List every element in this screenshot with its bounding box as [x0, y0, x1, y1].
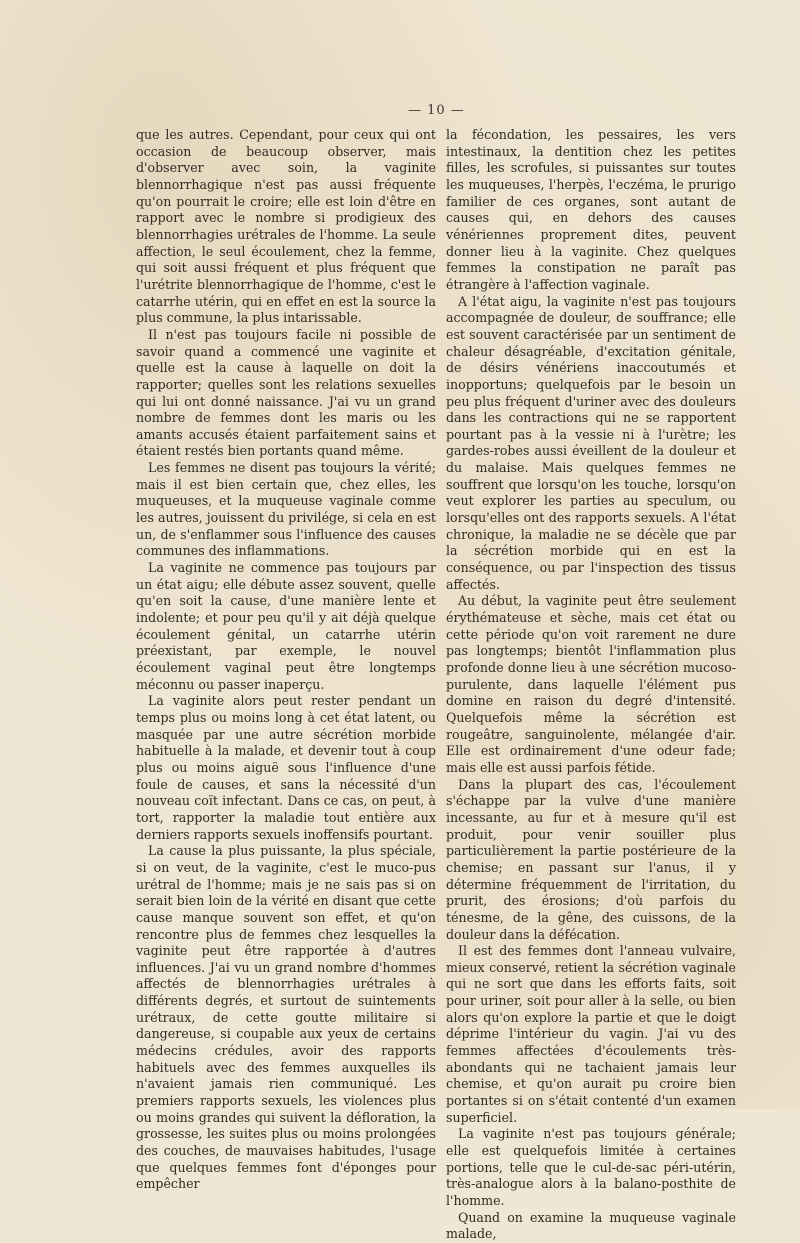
paragraph: Il est des femmes dont l'anneau vulvaire, mieux conservé, retient la sécrétion vaginale qui ne sort que dans les efforts faits, soit pour uriner, soit pour aller à la selle, ou bien alors qu'on explore la partie et que le doigt déprime l'intérieur du vagin. J'ai vu des femmes affectées d'écoulements très-abondants qui ne tachaient jamais leur chemise, et qu'on aurait pu croire bien portantes si on s'était contenté d'un examen superficiel.: [446, 943, 736, 1125]
paragraph: A l'état aigu, la vaginite n'est pas toujours accompagnée de douleur, de souffrance; elle est souvent caractérisée par un sentiment de chaleur désagréable, d'excitation génitale, de désirs vénériens inaccoutumés et inopportuns; quelquefois par le besoin un peu plus fréquent d'uriner avec des douleurs dans les contractions qui ne se rapportent pourtant pas à la vessie ni à l'urètre; les gardes-robes aussi éveillent de la douleur et du malaise. Mais quelques femmes ne souffrent que lorsqu'on les touche, lorsqu'on veut explorer les parties au speculum, ou lorsqu'elles ont des rapports sexuels. A l'état chronique, la maladie ne se décèle que par la sécrétion morbide qui en est la conséquence, ou par l'inspection des tissus affectés.: [446, 293, 736, 592]
paragraph: La vaginite n'est pas toujours générale; elle est quelquefois limitée à certaines portions, telle que le cul-de-sac péri-utérin, très-analogue alors à la balano-posthite de l'homme.: [446, 1126, 736, 1208]
paragraph: La vaginite alors peut rester pendant un temps plus ou moins long à cet état latent, ou masquée par une autre sécrétion morbide habituelle à la malade, et devenir tout à coup plus ou moins aiguë sous l'influence d'une foule de causes, et sans la nécessité d'un nouveau coït infectant. Dans ce cas, on peut, à tort, rapporter la maladie tout entière aux derniers rapports sexuels inoffensifs pourtant.: [136, 693, 436, 842]
paragraph: Quand on examine la muqueuse vaginale malade,: [446, 1209, 736, 1242]
paragraph: Au début, la vaginite peut être seulement érythémateuse et sèche, mais cet état ou cette période qu'on voit rarement ne dure pas longtemps; bientôt l'inflammation plus profonde donne lieu à une sécrétion mucoso-purulente, dans laquelle l'élément pus domine en raison du degré d'intensité. Quelquefois même la sécrétion est rougeâtre, sanguinolente, mélangée d'air. Elle est ordinairement d'une odeur fade; mais elle est aussi parfois fétide.: [446, 593, 736, 775]
page-number: — 10 —: [408, 103, 465, 118]
left-column: [136, 127, 436, 1193]
paragraph: La cause la plus puissante, la plus spéciale, si on veut, de la vaginite, c'est le muco-pus urétral de l'homme; mais je ne sais pas si on serait bien loin de la vérité en disant que cette cause manque souvent son effet, et qu'on rencontre plus de femmes chez lesquelles la vaginite peut être rapportée à d'autres influences. J'ai vu un grand nombre d'hommes affectés de blennorrhagies urétrales à différents degrés, et surtout de suintements urétraux, de cette goutte militaire si dangereuse, si coupable aux yeux de certains médecins crédules, avoir des rapports habituels avec des femmes auxquelles ils n'avaient jamais rien communiqué. Les premiers rapports sexuels, les violences plus ou moins grandes qui suivent la défloration, la grossesse, les suites plus ou moins prolongées des couches, de mauvaises habitudes, l'usage que quelques femmes font d'éponges pour empêcher: [136, 843, 436, 1192]
paragraph: que les autres. Cependant, pour ceux qui ont occasion de beaucoup observer, mais d'observer avec soin, la vaginite blennorrhagique n'est pas aussi fréquente qu'on pourrait le croire; elle est loin d'être en rapport avec le nombre si prodigieux des blennorrhagies urétrales de l'homme. La seule affection, le seul écoulement, chez la femme, qui soit aussi fréquent et plus fréquent que l'urétrite blennorrhagique de l'homme, c'est le catarrhe utérin, qui en effet en est la source la plus commune, la plus intarissable.: [136, 127, 436, 326]
paragraph: la fécondation, les pessaires, les vers intestinaux, la dentition chez les petites filles, les scrofules, si puissantes sur toutes les muqueuses, l'herpès, l'eczéma, le prurigo familier de ces organes, sont autant de causes qui, en dehors des causes vénériennes proprement dites, peuvent donner lieu à la vaginite. Chez quelques femmes la constipation ne paraît pas étrangère à l'affection vaginale.: [446, 127, 736, 292]
paragraph: Dans la plupart des cas, l'écoulement s'échappe par la vulve d'une manière incessante, au fur et à mesure qu'il est produit, pour venir souiller plus particulièrement la partie postérieure de la chemise; en passant sur l'anus, il y détermine fréquemment de l'irritation, du prurit, des érosions; d'où parfois du ténesme, de la gêne, des cuissons, de la douleur dans la défécation.: [446, 776, 736, 942]
right-column: [446, 127, 736, 1243]
paragraph: La vaginite ne commence pas toujours par un état aigu; elle débute assez souvent, quelle qu'en soit la cause, d'une manière lente et indolente; et pour peu qu'il y ait déjà quelque écoulement génital, un catarrhe utérin préexistant, par exemple, le nouvel écoulement vaginal peut être longtemps méconnu ou passer inaperçu.: [136, 560, 436, 692]
paragraph: Les femmes ne disent pas toujours la vérité; mais il est bien certain que, chez elles, les muqueuses, et la muqueuse vaginale comme les autres, jouissent du privilége, si cela en est un, de s'enflammer sous l'influence des causes communes des inflammations.: [136, 460, 436, 559]
paragraph: Il n'est pas toujours facile ni possible de savoir quand a commencé une vaginite et quelle est la cause à laquelle on doit la rapporter; quelles sont les relations sexuelles qui lui ont donné naissance. J'ai vu un grand nombre de femmes dont les maris ou les amants accusés étaient parfaitement sains et étaient restés bien portants quand même.: [136, 326, 436, 459]
